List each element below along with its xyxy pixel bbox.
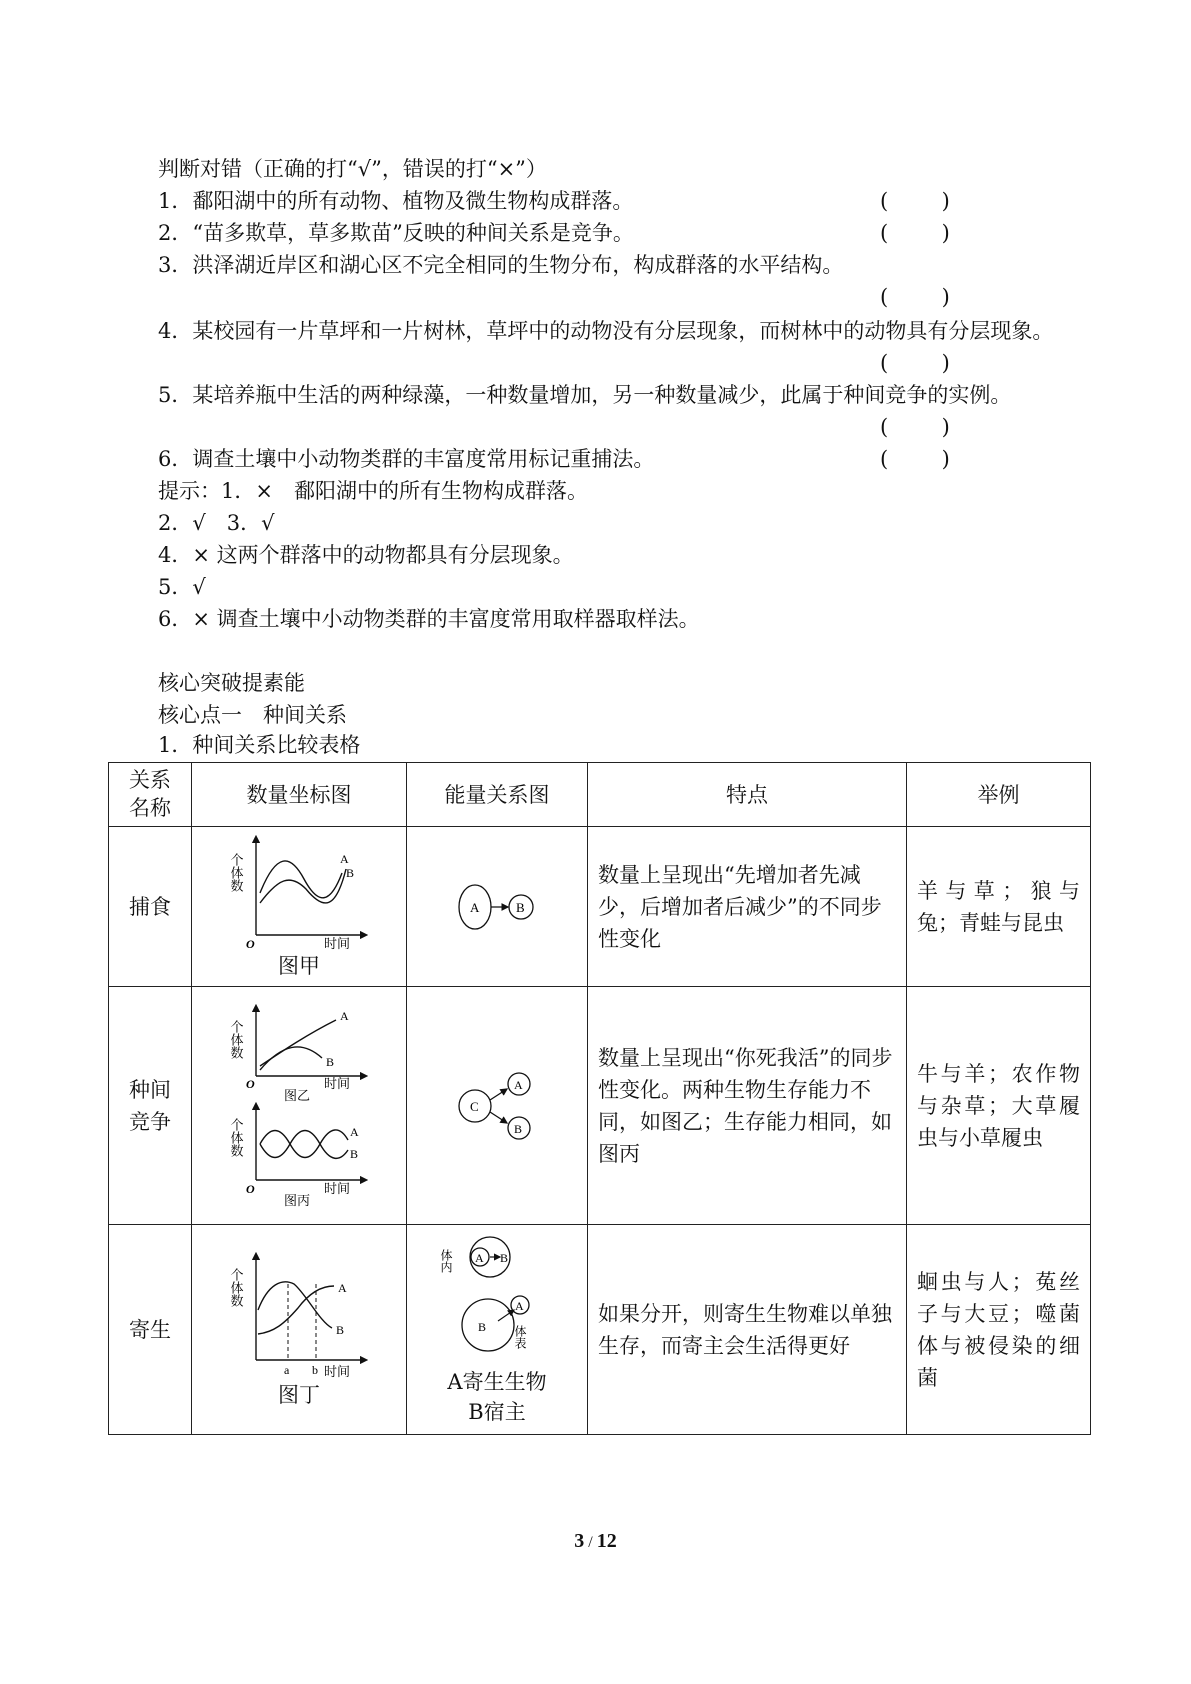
hint-4: 5．√ [158, 575, 206, 599]
node-a: A [470, 899, 480, 915]
page-number: 3 / 12 [574, 1530, 617, 1552]
x-axis-label: 时间 [324, 1075, 351, 1091]
question-4: 4．某校园有一片草坪和一片树林，草坪中的动物没有分层现象，而树林中的动物具有分层现象。 [158, 319, 1054, 343]
x-axis-label: 时间 [324, 1180, 351, 1196]
curve-a-label: A [338, 1280, 347, 1295]
header-example: 举例 [907, 763, 1091, 827]
node-a: A [514, 1077, 523, 1092]
relation-table [108, 762, 1091, 1435]
competition-energy-graph [447, 1066, 547, 1146]
node-c: C [470, 1098, 479, 1114]
question-5: 5．某培养瓶中生活的两种绿藻，一种数量增加，另一种数量减少，此属于种间竞争的实例。 [158, 383, 1012, 407]
table-header-row [109, 763, 1091, 827]
predation-energy-graph [447, 877, 547, 937]
table-row-predation [109, 827, 1091, 987]
quantity-graph-cell [192, 987, 407, 1225]
origin-label: O [246, 1076, 255, 1091]
quantity-graph-cell [192, 1225, 407, 1435]
origin-label: O [246, 936, 255, 951]
feature-cell: 如果分开，则寄生生物难以单独生存，而寄主会生活得更好 [588, 1225, 907, 1435]
inside-label: 体内 [439, 1248, 453, 1273]
answer-blank-3: ( ) [880, 285, 950, 309]
curve-b-label: B [346, 865, 355, 880]
y-axis-label: 个体数 [228, 852, 244, 892]
origin-label: O [246, 1181, 255, 1196]
example-cell: 蛔虫与人；菟丝子与大豆；噬菌体与被侵染的细菌 [907, 1225, 1091, 1435]
figure-caption-bing: 图丙 [284, 1192, 311, 1208]
energy-graph-cell [407, 1225, 588, 1435]
feature-cell: 数量上呈现出“你死我活”的同步性变化。两种生物生存能力不同，如图乙；生存能力相同，如图丙 [588, 987, 907, 1225]
energy-caption-a: A寄生生物 [447, 1369, 547, 1394]
competition-graph-yi [224, 1004, 374, 1103]
header-feature: 特点 [588, 763, 907, 827]
section-title: 核心突破提素能 [158, 671, 305, 695]
row-name: 捕食 [109, 827, 192, 987]
quantity-graph-cell [192, 827, 407, 987]
answer-blank-1: ( ) [880, 189, 950, 213]
tick-b: b [312, 1362, 318, 1377]
judge-heading: 判断对错（正确的打“√”，错误的打“×”） [158, 157, 547, 181]
answer-blank-5: ( ) [880, 415, 950, 439]
curve-b-label: B [336, 1322, 345, 1337]
header-energy-graph: 能量关系图 [407, 763, 588, 827]
curve-b-label: B [350, 1146, 359, 1161]
energy-caption-b: B宿主 [468, 1399, 526, 1424]
energy-graph-cell [407, 827, 588, 987]
row-name: 寄生 [109, 1225, 192, 1435]
hint-5: 6．× 调查土壤中小动物类群的丰富度常用取样器取样法。 [158, 607, 700, 631]
node-b: B [516, 899, 525, 915]
figure-caption: 图甲 [278, 953, 320, 978]
question-6: 6．调查土壤中小动物类群的丰富度常用标记重捕法。 [158, 447, 655, 471]
hint-3: 4．× 这两个群落中的动物都具有分层现象。 [158, 543, 574, 567]
answer-blank-2: ( ) [880, 221, 950, 245]
hint-2: 2．√ 3．√ [158, 511, 275, 535]
curve-a-label: A [340, 1008, 349, 1023]
y-axis-label: 个体数 [228, 1267, 244, 1307]
feature-cell: 数量上呈现出“先增加者先减少，后增加者后减少”的不同步性变化 [588, 827, 907, 987]
node-b: B [514, 1121, 523, 1136]
parasitism-energy-graph [439, 1233, 552, 1363]
question-2: 2．“苗多欺草，草多欺苗”反映的种间关系是竞争。 [158, 221, 634, 245]
table-title: 1．种间关系比较表格 [158, 733, 361, 757]
predation-quantity-graph [224, 833, 374, 951]
inner-node-a: A [475, 1250, 484, 1265]
row-name: 种间 竞争 [109, 987, 192, 1225]
example-cell: 牛与羊；农作物与杂草；大草履虫与小草履虫 [907, 987, 1091, 1225]
outer-node-b: B [478, 1319, 487, 1334]
x-axis-label: 时间 [324, 935, 351, 951]
parasitism-quantity-graph [224, 1250, 374, 1380]
core-point-title: 核心点一 种间关系 [158, 703, 347, 727]
figure-caption-yi: 图乙 [284, 1087, 311, 1103]
answer-blank-6: ( ) [880, 447, 950, 471]
table-row-competition [109, 987, 1091, 1225]
question-1: 1．鄱阳湖中的所有动物、植物及微生物构成群落。 [158, 189, 634, 213]
question-3: 3．洪泽湖近岸区和湖心区不完全相同的生物分布，构成群落的水平结构。 [158, 253, 844, 277]
x-axis-label: 时间 [324, 1363, 351, 1379]
figure-caption: 图丁 [278, 1382, 320, 1407]
inner-node-b: B [500, 1250, 509, 1265]
answer-blank-4: ( ) [880, 351, 950, 375]
hint-1: 提示：1．× 鄱阳湖中的所有生物构成群落。 [158, 479, 588, 503]
curve-a-label: A [340, 851, 349, 866]
outer-node-a: A [515, 1298, 524, 1313]
surface-label: 体表 [513, 1324, 527, 1349]
table-row-parasitism [109, 1225, 1091, 1435]
y-axis-label: 个体数 [228, 1117, 244, 1157]
curve-b-label: B [326, 1054, 335, 1069]
header-quantity-graph: 数量坐标图 [192, 763, 407, 827]
tick-a: a [284, 1362, 290, 1377]
energy-graph-cell [407, 987, 588, 1225]
y-axis-label: 个体数 [228, 1019, 244, 1059]
header-name: 关系 名称 [109, 763, 192, 827]
curve-a-label: A [350, 1124, 359, 1139]
competition-graph-bing [224, 1100, 374, 1208]
example-cell: 羊与草；狼与兔；青蛙与昆虫 [907, 827, 1091, 987]
